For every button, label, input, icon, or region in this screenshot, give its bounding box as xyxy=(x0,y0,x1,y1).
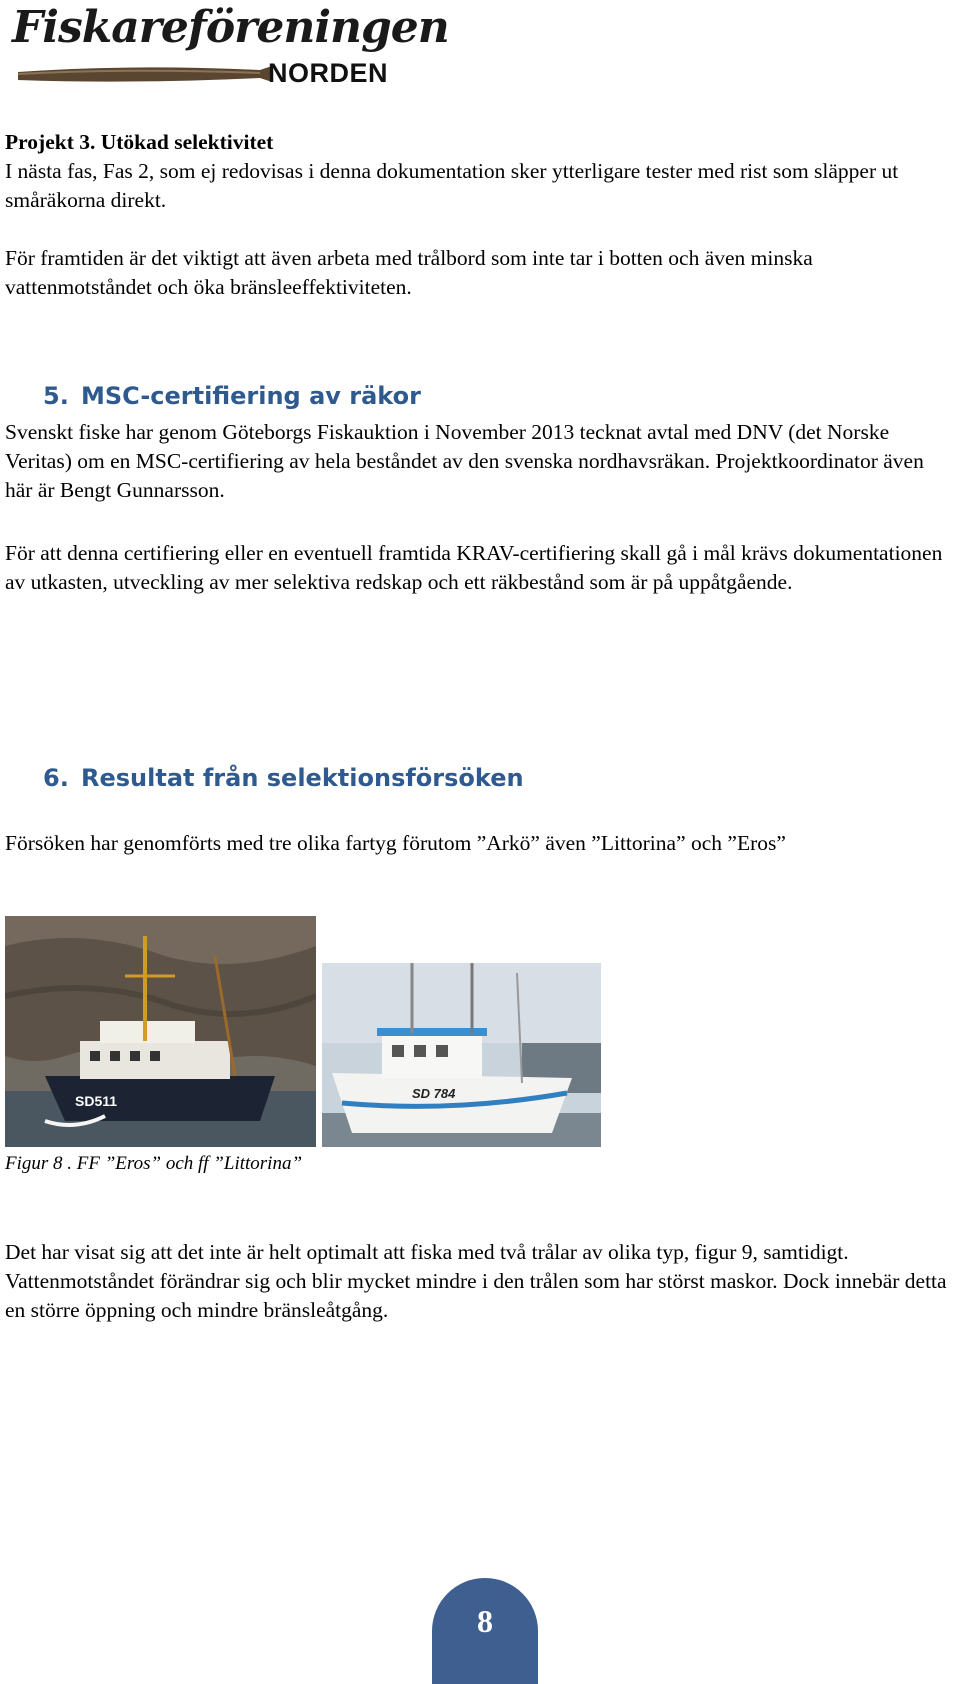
logo-subtitle: NORDEN xyxy=(268,58,389,88)
section-5-paragraph-1: Svenskt fiske har genom Göteborgs Fiskauktion i November 2013 tecknat avtal med DNV (det Norske Veritas) om en MSC-certifiering av hela beståndet av den svenska nordhavsräkan. Projektkoordinator även här är Bengt Gunnarsson. xyxy=(5,420,924,502)
project3-paragraph-2: För framtiden är det viktigt att även arbeta med trålbord som inte tar i botten och även minska vattenmotståndet och öka bränsleeffektiviteten. xyxy=(5,246,813,299)
boat-2-label: SD 784 xyxy=(412,1086,456,1101)
section-6-heading xyxy=(43,764,524,792)
photo-eros xyxy=(5,916,316,1147)
section-6-paragraph-2: Det har visat sig att det inte är helt optimalt att fiska med två trålar av olika typ, figur 9, samtidigt. Vattenmotståndet förändrar sig och blir mycket mindre i den trålen som har störst maskor. Dock innebär detta en större öppning och mindre bränsleåtgång. xyxy=(5,1240,947,1322)
project3-title: Projekt 3. Utökad selektivitet xyxy=(5,130,274,154)
figure-caption: Figur 8 . FF ”Eros” och ff ”Littorina” xyxy=(5,1153,303,1174)
page-number: 8 xyxy=(477,1603,493,1639)
section-5-paragraph-2: För att denna certifiering eller en eventuell framtida KRAV-certifiering skall gå i mål krävs dokumentationen av utkasten, utveckling av mer selektiva redskap och ett räkbestånd som är på uppåtgående. xyxy=(5,541,943,594)
photo-littorina xyxy=(322,963,601,1147)
section-5-heading xyxy=(43,382,421,410)
section-6-title: Resultat från selektionsförsöken xyxy=(81,764,524,792)
section-5-title: MSC-certifiering av räkor xyxy=(81,382,421,410)
section-6-number: 6. xyxy=(43,764,69,792)
boat-1-label: SD511 xyxy=(75,1093,118,1109)
section-5-number: 5. xyxy=(43,382,69,410)
logo-title: Fiskareföreningen xyxy=(12,2,449,53)
project3-paragraph-1: I nästa fas, Fas 2, som ej redovisas i denna dokumentation sker ytterligare tester med rist som släpper ut småräkorna direkt. xyxy=(5,159,899,212)
section-6-paragraph-1: Försöken har genomförts med tre olika fartyg förutom ”Arkö” även ”Littorina” och ”Eros” xyxy=(5,831,786,855)
